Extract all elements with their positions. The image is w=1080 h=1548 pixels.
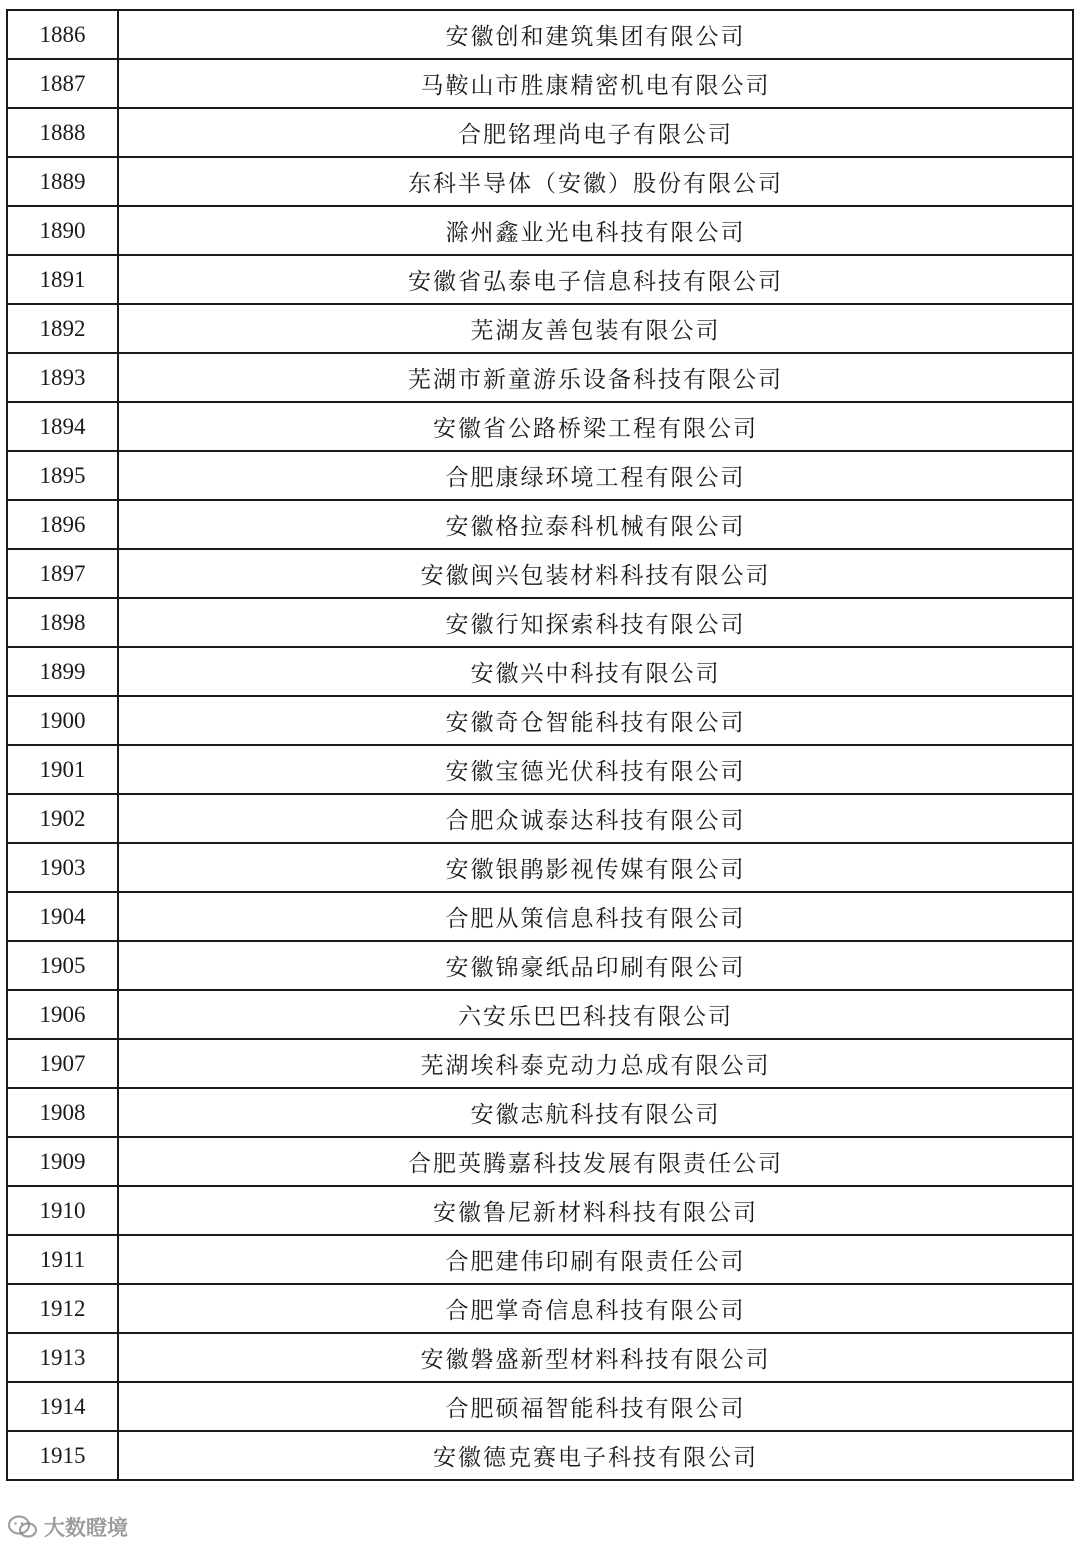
company-name-cell: 六安乐巴巴科技有限公司: [118, 990, 1073, 1039]
table-row: [7, 794, 1073, 843]
company-name-cell: 合肥众诚泰达科技有限公司: [118, 794, 1073, 843]
table-row: [7, 1284, 1073, 1333]
row-number-cell: 1899: [7, 647, 118, 696]
table-row: [7, 353, 1073, 402]
table-row: [7, 59, 1073, 108]
table-row: [7, 451, 1073, 500]
row-number-cell: 1898: [7, 598, 118, 647]
company-name-cell: 安徽格拉泰科机械有限公司: [118, 500, 1073, 549]
table-row: [7, 1382, 1073, 1431]
company-name-cell: 东科半导体（安徽）股份有限公司: [118, 157, 1073, 206]
company-name-cell: 安徽德克赛电子科技有限公司: [118, 1431, 1073, 1480]
table-row: [7, 549, 1073, 598]
table-row: [7, 500, 1073, 549]
wechat-logo-icon: [8, 1514, 38, 1540]
row-number-cell: 1886: [7, 10, 118, 59]
row-number-cell: 1908: [7, 1088, 118, 1137]
row-number-cell: 1905: [7, 941, 118, 990]
watermark-text: 大数瞪境: [44, 1516, 128, 1540]
table-row: [7, 598, 1073, 647]
table-row: [7, 1431, 1073, 1480]
table-row: [7, 843, 1073, 892]
row-number-cell: 1904: [7, 892, 118, 941]
table-row: [7, 1235, 1073, 1284]
table-row: [7, 745, 1073, 794]
company-name-cell: 合肥英腾嘉科技发展有限责任公司: [118, 1137, 1073, 1186]
table-row: [7, 1137, 1073, 1186]
row-number-cell: 1894: [7, 402, 118, 451]
table-row: [7, 304, 1073, 353]
table-row: [7, 10, 1073, 59]
row-number-cell: 1893: [7, 353, 118, 402]
company-name-cell: 安徽省公路桥梁工程有限公司: [118, 402, 1073, 451]
table-row: [7, 157, 1073, 206]
row-number-cell: 1910: [7, 1186, 118, 1235]
row-number-cell: 1888: [7, 108, 118, 157]
row-number-cell: 1906: [7, 990, 118, 1039]
company-list-table-container: [6, 9, 1074, 1481]
row-number-cell: 1915: [7, 1431, 118, 1480]
watermark: [8, 1512, 128, 1542]
table-row: [7, 941, 1073, 990]
row-number-cell: 1897: [7, 549, 118, 598]
company-name-cell: 安徽创和建筑集团有限公司: [118, 10, 1073, 59]
row-number-cell: 1889: [7, 157, 118, 206]
row-number-cell: 1892: [7, 304, 118, 353]
table-row: [7, 1186, 1073, 1235]
company-name-cell: 滁州鑫业光电科技有限公司: [118, 206, 1073, 255]
company-name-cell: 合肥从策信息科技有限公司: [118, 892, 1073, 941]
row-number-cell: 1912: [7, 1284, 118, 1333]
row-number-cell: 1895: [7, 451, 118, 500]
table-row: [7, 990, 1073, 1039]
table-row: [7, 696, 1073, 745]
company-name-cell: 芜湖友善包装有限公司: [118, 304, 1073, 353]
company-name-cell: 安徽省弘泰电子信息科技有限公司: [118, 255, 1073, 304]
company-name-cell: 安徽鲁尼新材料科技有限公司: [118, 1186, 1073, 1235]
company-name-cell: 安徽奇仓智能科技有限公司: [118, 696, 1073, 745]
row-number-cell: 1887: [7, 59, 118, 108]
company-name-cell: 安徽闽兴包装材料科技有限公司: [118, 549, 1073, 598]
table-body: [7, 10, 1073, 1480]
company-name-cell: 合肥建伟印刷有限责任公司: [118, 1235, 1073, 1284]
table-row: [7, 1039, 1073, 1088]
company-name-cell: 合肥康绿环境工程有限公司: [118, 451, 1073, 500]
row-number-cell: 1890: [7, 206, 118, 255]
row-number-cell: 1907: [7, 1039, 118, 1088]
table-row: [7, 206, 1073, 255]
row-number-cell: 1901: [7, 745, 118, 794]
company-name-cell: 安徽兴中科技有限公司: [118, 647, 1073, 696]
table-row: [7, 647, 1073, 696]
company-name-cell: 安徽锦豪纸品印刷有限公司: [118, 941, 1073, 990]
company-list-table: [6, 9, 1074, 1481]
row-number-cell: 1909: [7, 1137, 118, 1186]
table-row: [7, 1333, 1073, 1382]
table-row: [7, 892, 1073, 941]
company-name-cell: 合肥铭理尚电子有限公司: [118, 108, 1073, 157]
company-name-cell: 马鞍山市胜康精密机电有限公司: [118, 59, 1073, 108]
company-name-cell: 芜湖埃科泰克动力总成有限公司: [118, 1039, 1073, 1088]
row-number-cell: 1903: [7, 843, 118, 892]
table-row: [7, 1088, 1073, 1137]
table-row: [7, 108, 1073, 157]
row-number-cell: 1913: [7, 1333, 118, 1382]
company-name-cell: 合肥硕福智能科技有限公司: [118, 1382, 1073, 1431]
row-number-cell: 1891: [7, 255, 118, 304]
row-number-cell: 1900: [7, 696, 118, 745]
company-name-cell: 安徽志航科技有限公司: [118, 1088, 1073, 1137]
company-name-cell: 安徽行知探索科技有限公司: [118, 598, 1073, 647]
company-name-cell: 安徽磐盛新型材料科技有限公司: [118, 1333, 1073, 1382]
company-name-cell: 芜湖市新童游乐设备科技有限公司: [118, 353, 1073, 402]
table-row: [7, 402, 1073, 451]
row-number-cell: 1902: [7, 794, 118, 843]
table-row: [7, 255, 1073, 304]
company-name-cell: 合肥掌奇信息科技有限公司: [118, 1284, 1073, 1333]
row-number-cell: 1911: [7, 1235, 118, 1284]
row-number-cell: 1896: [7, 500, 118, 549]
company-name-cell: 安徽宝德光伏科技有限公司: [118, 745, 1073, 794]
row-number-cell: 1914: [7, 1382, 118, 1431]
company-name-cell: 安徽银鹃影视传媒有限公司: [118, 843, 1073, 892]
